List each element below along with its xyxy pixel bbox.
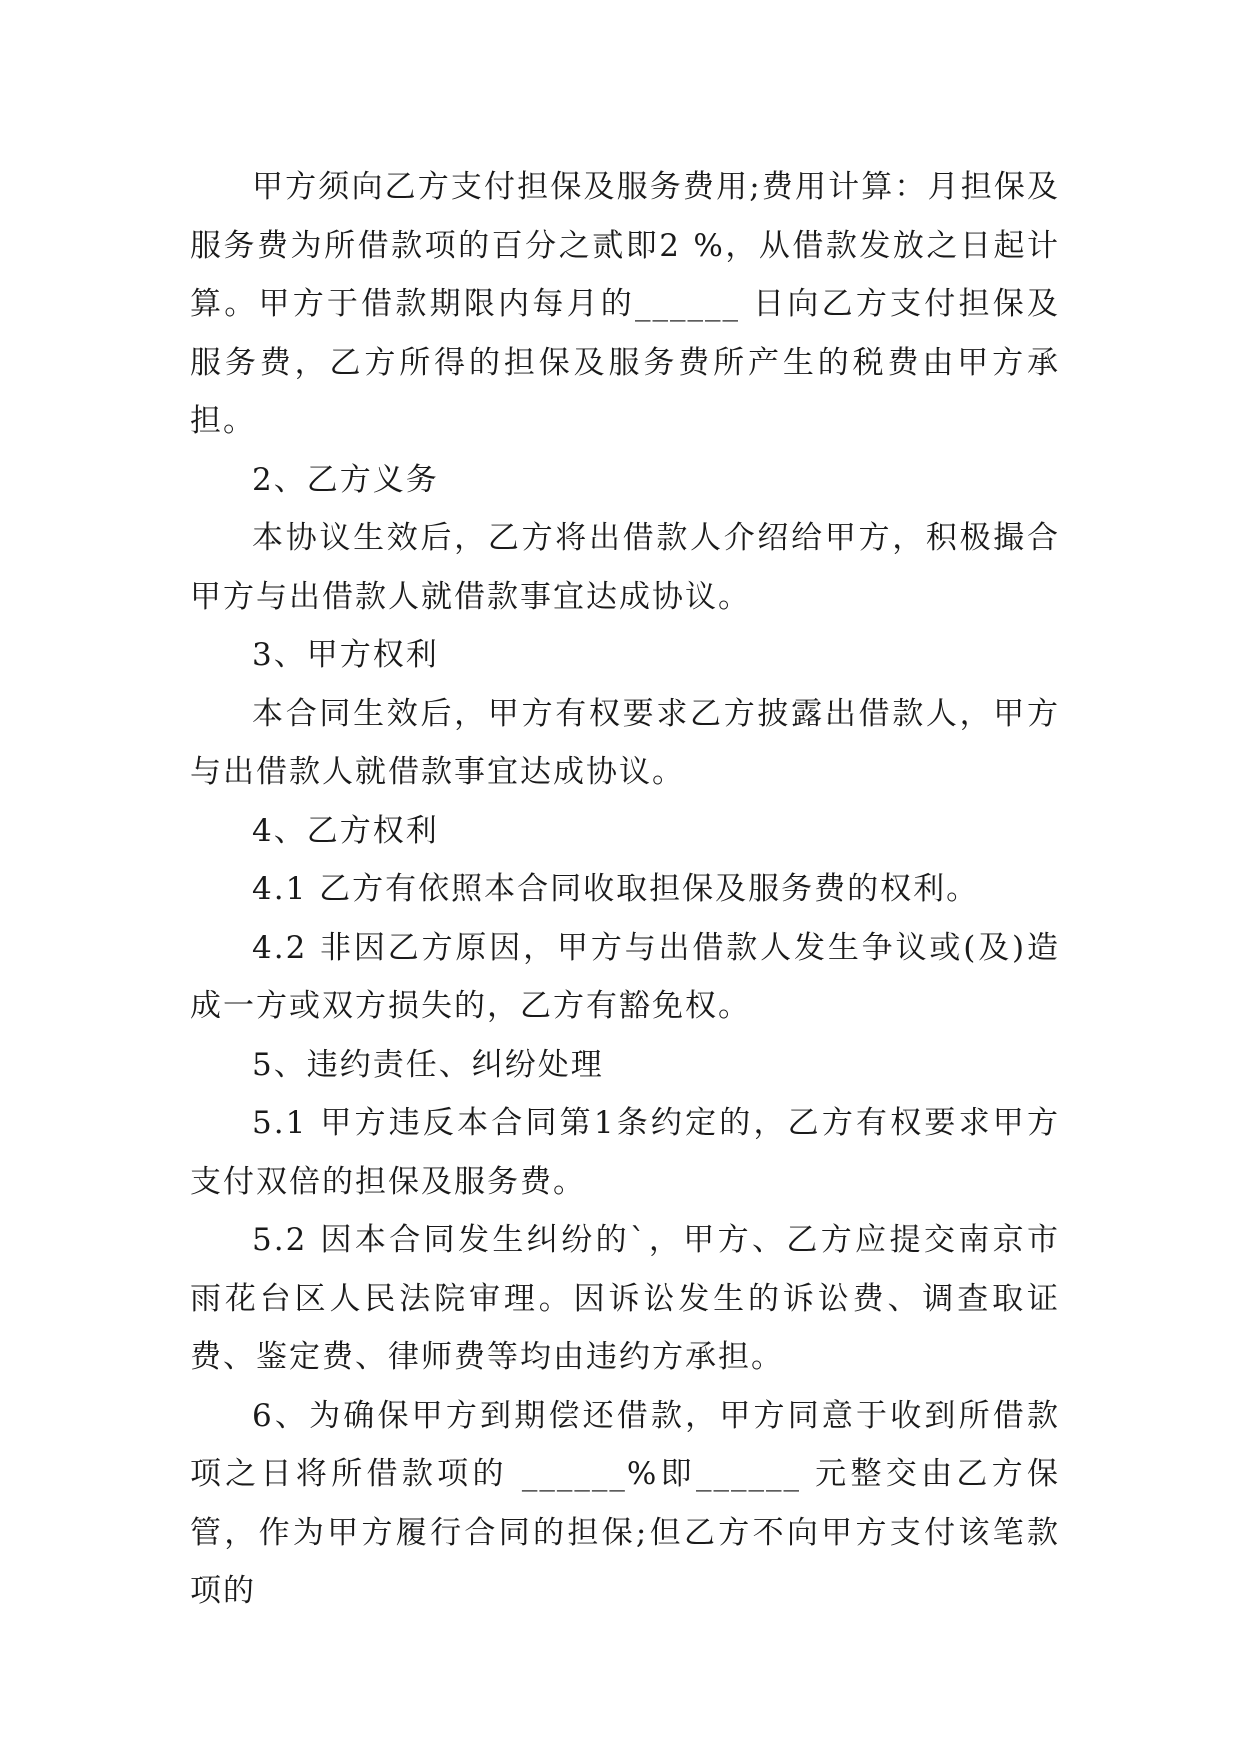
paragraph-clause-6: 6、为确保甲方到期偿还借款，甲方同意于收到所借款项之日将所借款项的 ______%即______ 元整交由乙方保管，作为甲方履行合同的担保;但乙方不向甲方支付该笔款项的 xyxy=(190,1397,1060,1609)
heading-party-b-obligations: 2、乙方义务 xyxy=(252,461,439,498)
paragraph-party-a-rights: 本合同生效后，甲方有权要求乙方披露出借款人，甲方与出借款人就借款事宜达成协议。 xyxy=(190,695,1060,790)
paragraph-clause-5-2: 5.2 因本合同发生纠纷的`，甲方、乙方应提交南京市雨花台区人民法院审理。因诉讼发生的诉讼费、调查取证费、鉴定费、律师费等均由违约方承担。 xyxy=(190,1222,1060,1375)
paragraph-guarantee-fee: 甲方须向乙方支付担保及服务费用;费用计算：月担保及服务费为所借款项的百分之贰即2 %，从借款发放之日起计算。甲方于借款期限内每月的______ 日向乙方支付担保及服务费，乙方所得的担保及服务费所产生的税费由甲方承担。 xyxy=(190,169,1060,439)
heading-breach-disputes: 5、违约责任、纠纷处理 xyxy=(252,1046,604,1083)
paragraph-party-b-obligations: 本协议生效后，乙方将出借款人介绍给甲方，积极撮合甲方与出借款人就借款事宜达成协议。 xyxy=(190,520,1060,615)
heading-party-a-rights: 3、甲方权利 xyxy=(252,637,439,673)
paragraph-clause-4-2: 4.2 非因乙方原因，甲方与出借款人发生争议或(及)造成一方或双方损失的，乙方有豁免权。 xyxy=(190,929,1060,1024)
document-body xyxy=(190,158,1060,1621)
paragraph-clause-4-1: 4.1 乙方有依照本合同收取担保及服务费的权利。 xyxy=(252,871,980,907)
paragraph-clause-5-1: 5.1 甲方违反本合同第1条约定的，乙方有权要求甲方支付双倍的担保及服务费。 xyxy=(190,1105,1060,1200)
heading-party-b-rights: 4、乙方权利 xyxy=(252,812,439,849)
